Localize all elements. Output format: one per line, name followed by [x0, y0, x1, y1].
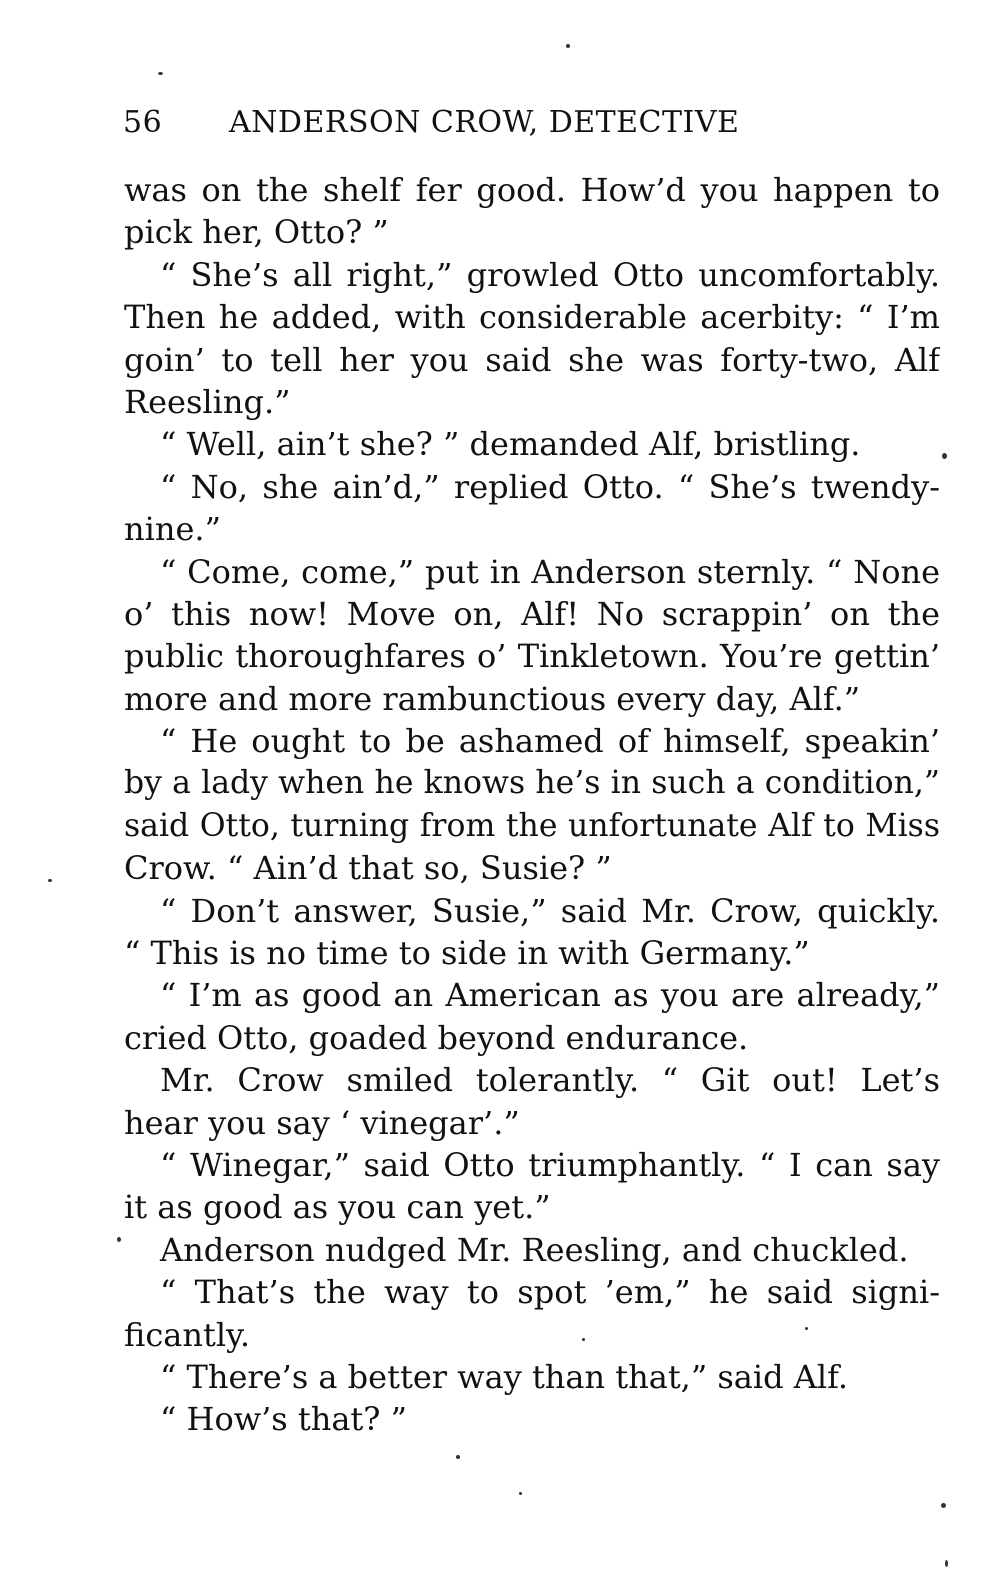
text-line: Anderson nudged Mr. Reesling, and chuckled.	[160, 1230, 909, 1269]
text-line: “ There’s a better way than that,” said Alf.	[160, 1357, 848, 1396]
text-line: public thoroughfares o’ Tinkletown. You’re gettin’	[124, 637, 940, 676]
text-line: nine.”	[124, 510, 221, 549]
text-line: hear you say ‘ vinegar’.”	[124, 1103, 520, 1142]
text-line: “ Don’t answer, Susie,” said Mr. Crow, quickly.	[160, 891, 940, 930]
text-line: “ How’s that? ”	[160, 1400, 407, 1439]
text-line: Then he added, with considerable acerbity: “ I’m	[124, 298, 940, 337]
text-line: Reesling.”	[124, 382, 291, 421]
text-line: “ He ought to be ashamed of himself, speakin’	[160, 722, 940, 761]
page-number: 56	[123, 105, 163, 140]
scan-speck	[582, 1338, 585, 1341]
scan-speck	[805, 1327, 808, 1330]
text-line: “ Well, ain’t she? ” demanded Alf, bristling.	[160, 425, 861, 464]
text-line: it as good as you can yet.”	[124, 1188, 551, 1227]
text-line: “ Come, come,” put in Anderson sternly. “ None	[160, 552, 940, 591]
scan-speck	[566, 44, 570, 48]
scan-speck	[941, 1503, 946, 1508]
text-line: Mr. Crow smiled tolerantly. “ Git out! Let’s	[160, 1061, 940, 1100]
text-line: “ That’s the way to spot ’em,” he said signi-	[160, 1273, 940, 1312]
text-line: o’ this now! Move on, Alf! No scrappin’ on the	[124, 594, 940, 633]
body-text	[124, 169, 940, 1441]
text-line: pick her, Otto? ”	[124, 213, 389, 252]
scan-speck	[117, 1237, 121, 1242]
text-line: “ She’s all right,” growled Otto uncomfortably.	[160, 255, 940, 294]
scan-speck	[158, 72, 163, 75]
text-line: “ No, she ain’d,” replied Otto. “ She’s twendy-	[160, 467, 940, 506]
running-title: ANDERSON CROW, DETECTIVE	[229, 105, 740, 140]
scan-speck	[945, 1560, 948, 1567]
text-line: more and more rambunctious every day, Alf.”	[124, 679, 861, 718]
text-line: said Otto, turning from the unfortunate Alf to Miss	[124, 807, 940, 844]
text-line: “ Winegar,” said Otto triumphantly. “ I can say	[160, 1145, 940, 1184]
scan-speck	[942, 453, 947, 459]
text-line: ficantly.	[124, 1315, 251, 1354]
page-header	[123, 98, 843, 148]
text-line: “ This is no time to side in with Germany.”	[124, 934, 810, 973]
scan-speck	[519, 1492, 522, 1495]
text-line: Crow. “ Ain’d that so, Susie? ”	[124, 849, 612, 888]
scan-speck	[456, 1455, 460, 1459]
text-line: by a lady when he knows he’s in such a condition,”	[124, 765, 940, 802]
scan-speck	[48, 879, 52, 882]
text-line: goin’ to tell her you said she was forty-two, Alf	[124, 340, 940, 379]
text-line: “ I’m as good an American as you are already,”	[160, 976, 940, 1015]
text-line: cried Otto, goaded beyond endurance.	[124, 1018, 749, 1057]
text-line: was on the shelf fer good. How’d you happen to	[124, 171, 940, 209]
